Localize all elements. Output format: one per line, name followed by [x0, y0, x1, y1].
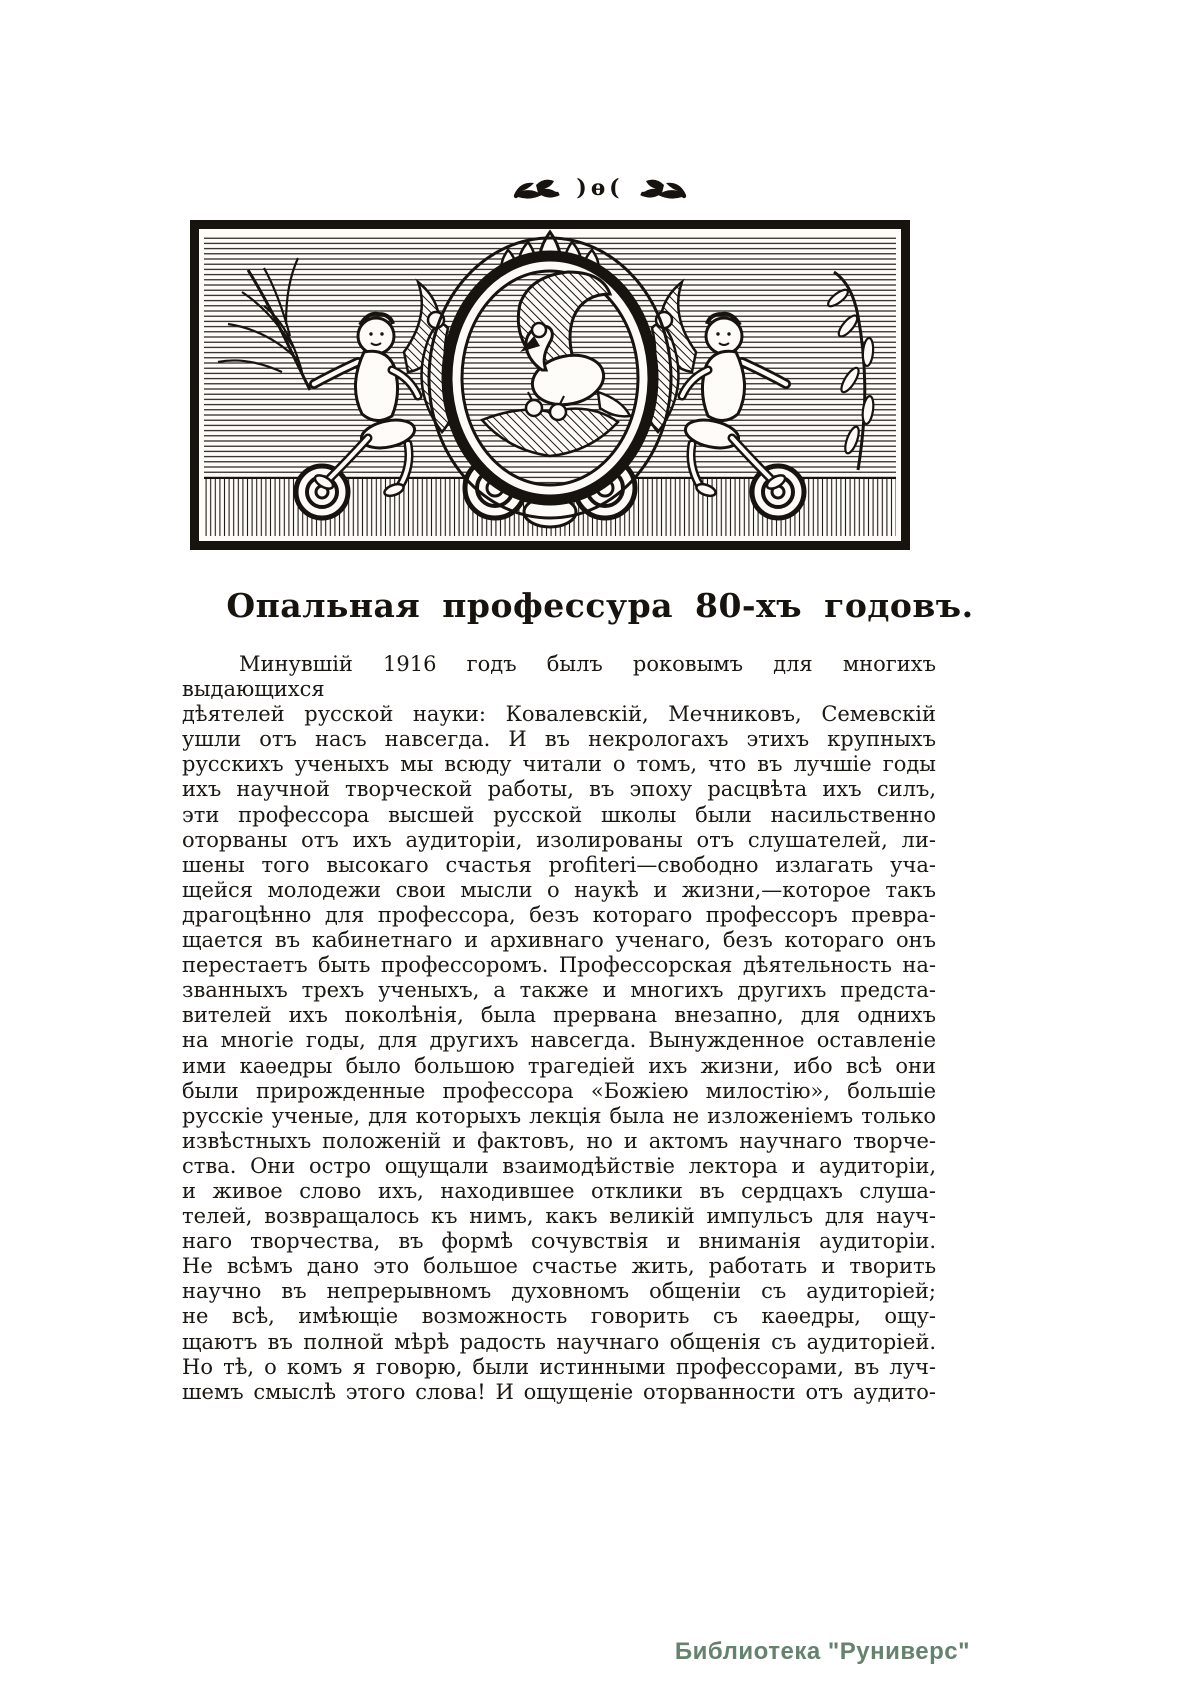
body-line: русскіе ученые, для которыхъ лекція была не изложеніемъ только [182, 1103, 936, 1128]
woodcut-headpiece-engraving [190, 220, 910, 550]
body-line: ства. Они остро ощущали взаимодѣйствіе лектора и аудиторіи, [182, 1153, 936, 1178]
body-line: извѣстныхъ положеній и фактовъ, но и актомъ научнаго творче- [182, 1128, 936, 1153]
body-line: Не всѣмъ дано это большое счастье жить, работать и творить [182, 1254, 936, 1279]
body-line: телей, возвращалось къ нимъ, какъ великій импульсъ для науч- [182, 1204, 936, 1229]
ornament-center: )ѳ( [576, 175, 624, 201]
body-line: были прирожденные профессора «Божіею милостію», большіе [182, 1078, 936, 1103]
page-ornament [0, 170, 1200, 210]
body-line: эти профессора высшей русской школы были насильственно [182, 802, 936, 827]
body-line: перестаетъ быть профессоромъ. Профессорская дѣятельность на- [182, 953, 936, 978]
body-line: щается въ кабинетнаго и архивнаго ученаго, безъ котораго онъ [182, 928, 936, 953]
library-watermark: Библиотека "Руниверс" [674, 1638, 970, 1665]
body-line: вителей ихъ поколѣнія, была прервана внезапно, для однихъ [182, 1003, 936, 1028]
body-line: ихъ научной творческой работы, въ эпоху расцвѣта ихъ силъ, [182, 777, 936, 802]
body-line: наго творчества, въ формѣ сочувствія и вниманія аудиторіи. [182, 1229, 936, 1254]
body-line: щейся молодежи свои мысли о наукѣ и жизни,—которое такъ [182, 877, 936, 902]
body-line: русскихъ ученыхъ мы всюду читали о томъ, что въ лучшіе годы [182, 752, 936, 777]
body-line: ушли отъ насъ навсегда. И въ некрологахъ этихъ крупныхъ [182, 727, 936, 752]
body-line: званныхъ трехъ ученыхъ, а также и многихъ другихъ предста- [182, 978, 936, 1003]
body-line: и живое слово ихъ, находившее отклики въ сердцахъ слуша- [182, 1178, 936, 1203]
body-line: не всѣ, имѣющіе возможность говорить съ каѳедры, ощу- [182, 1304, 936, 1329]
fleuron-right-icon [638, 175, 690, 205]
body-line: научно въ непрерывномъ духовномъ общеніи съ аудиторіей; [182, 1279, 936, 1304]
body-line: дѣятелей русской науки: Ковалевскій, Мечниковъ, Семевскій [182, 702, 936, 727]
body-line: щаютъ въ полной мѣрѣ радость научнаго общенія съ аудиторіей. [182, 1329, 936, 1354]
body-line: драгоцѣнно для профессора, безъ котораго профессоръ превра- [182, 902, 936, 927]
body-text [182, 652, 936, 1405]
body-line: Минувшій 1916 годъ былъ роковымъ для многихъ выдающихся [182, 652, 936, 702]
body-line: шены того высокаго счастья profiteri—свободно излагать уча- [182, 852, 936, 877]
article-title: Опальная профессура 80-хъ годовъ. [226, 586, 974, 625]
body-line: на многіе годы, для другихъ навсегда. Вынужденное оставленіе [182, 1028, 936, 1053]
body-line: ими каѳедры было большою трагедіей ихъ жизни, ибо всѣ они [182, 1053, 936, 1078]
body-line: шемъ смыслѣ этого слова! И ощущеніе оторванности отъ аудито- [182, 1379, 936, 1404]
body-line: Но тѣ, о комъ я говорю, были истинными профессорами, въ луч- [182, 1354, 936, 1379]
body-line: оторваны отъ ихъ аудиторіи, изолированы отъ слушателей, ли- [182, 827, 936, 852]
fleuron-left-icon [510, 175, 562, 205]
